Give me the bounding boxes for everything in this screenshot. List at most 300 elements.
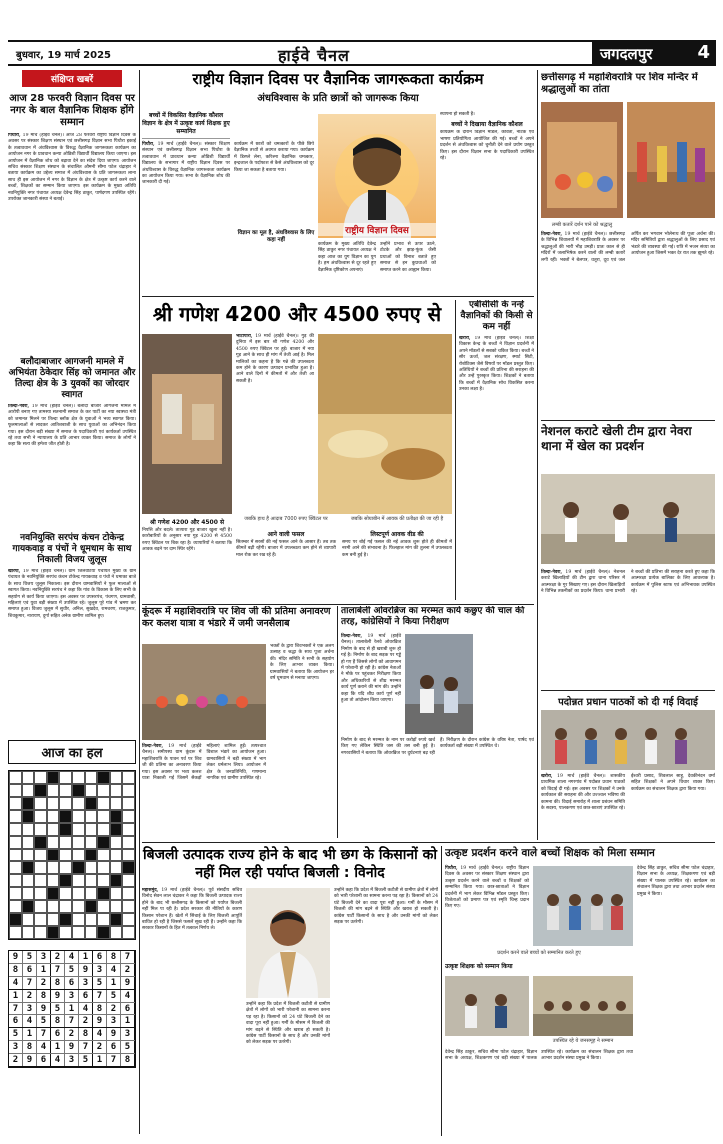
sudoku-cell: 1 (9, 990, 23, 1002)
masthead (8, 40, 716, 66)
crossword-cell (110, 784, 123, 797)
sudoku-cell: 1 (93, 1054, 107, 1066)
crossword-cell (59, 771, 72, 784)
crossword-cell (72, 861, 85, 874)
temple-caption: लम्बी कतारें दर्शन पाने को श्रद्धालु (551, 222, 613, 228)
crossword-cell (59, 823, 72, 836)
sudoku-cell: 8 (93, 1003, 107, 1015)
sudoku-row (9, 977, 135, 990)
sidebar-story-1-title: आज 28 फरवरी विज्ञान दिवस पर नगर के बाल वैज्ञानिक शिक्षक होंगे सम्मान (9, 93, 135, 128)
crossword-cell (47, 771, 60, 784)
sudoku-cell: 1 (23, 1028, 37, 1040)
sidebar-story-1-body: पिथौरा, 19 मार्च (हाईवे चैनल)। आज 28 फरवरी राष्ट्रीय विज्ञान दिवस के अवसर पर संस्कार शिक्षण संस्थान एवं छत्तीसगढ़ विज्ञान सभा पिथौरा इकाई के तत्वावधान में अंधविश्वास के विरुद्ध वैज्ञानिक जागरूकता कार्यक्रम का आयोजन नगर के प्रावधान कन्या ओडिशी विद्यार्थी विद्यालय किया जाएगा। इस आयोजन में वैज्ञानिक शोध को बढ़ावा देने का संदेश दिया जाएगा। आयोजन सचिव संस्कार शिक्षण संस्थान के संचालित औमनी सीमा पटेल चंद्राहार ने बताया कार्यक्रम का उद्देश्य समाज में अंधविश्वास के प्रति जागरूकता लाना साथ ही इस आयोजन में नगर के विज्ञान के क्षेत्र में उत्कृष्ट कार्य करने वाले बच्चों, शिक्षकों का सम्मान किया जाएगा। इस कार्यक्रम के मुख्य अतिथि नवनियुक्ति नगर पंचायत अध्यक्ष देवेन्द्र सिंह ठाकुर, पार्षदगण उपस्थित रहेंगे। उपरोक्त जानकारी संस्था ने बताई। (8, 133, 136, 203)
lead-mid-head: विज्ञान का मूल है, अंधविश्वास के लिए कहा नहीं (237, 230, 315, 243)
group-illustration (541, 710, 715, 770)
lead-col-5-head: बच्चों ने दिखाया वैज्ञानिक कौशल (451, 121, 523, 129)
sudoku-cell: 2 (121, 964, 135, 976)
farewell-body-2: ईश्वरी प्रसाद, शिवलाल साहू, देवकीनंदन वर्मा सहित शिक्षकों ने अपने विचार व्यक्त किए। कार्यक्रम का संचालन शिक्षक द्वारा किया गया। (631, 774, 715, 792)
sudoku-row (9, 1003, 135, 1016)
crossword-cell (22, 926, 35, 939)
sudoku-cell: 1 (107, 977, 121, 989)
crossword-cell (59, 887, 72, 900)
crossword-cell (47, 926, 60, 939)
crossword-cell (9, 797, 22, 810)
crossword-cell (47, 823, 60, 836)
crossword-cell (122, 797, 135, 810)
lead-story (142, 70, 534, 292)
city-name: जगदलपुर (600, 45, 653, 63)
sudoku-cell: 9 (107, 1028, 121, 1040)
karate-title: नेशनल कराटे खेली टीम द्वारा नेवरा थाना में खेल का प्रदर्शन (541, 424, 692, 453)
shiv-body-2: भक्तों के द्वारा शिवभक्तों ने एक अलग उत्साह व श्रद्धा के साथ पूजा अर्चना की। मंदिर समिति ने सभी के सहयोग के लिए आभार व्यक्त किया। ग्रामवासियों ने बताया कि आयोजन हर वर्ष धूमधाम से मनाया जाएगा। (270, 644, 334, 682)
sudoku-cell: 1 (121, 1015, 135, 1027)
lead-col-2: कार्यक्रम में छात्रों को चमत्कारों के पीछे छिपे वैज्ञानिक तथ्यों से अवगत कराया गया। कार्यक्रम में डिस्प्ले लेना, करिश्मा वैज्ञानिक चमत्कार, इन्द्रजाल के पर्दाफाश से कैसे अंधविश्वास को दूर किया जा सकता है बताया गया। (234, 142, 314, 173)
sudoku-grid (8, 950, 136, 1068)
sudoku-cell: 7 (23, 977, 37, 989)
teacher-illustration (445, 976, 529, 1036)
farewell-story (541, 694, 715, 838)
crossword-cell (59, 874, 72, 887)
ganesh-caption-1: जबकि हाथ है आदाब 7000 रुपए क्विंटल पर (244, 516, 328, 522)
sudoku-cell: 9 (79, 964, 93, 976)
teacher-photo (445, 976, 529, 1036)
crossword-cell (34, 926, 47, 939)
sudoku-cell: 2 (79, 1015, 93, 1027)
crossword-cell (9, 913, 22, 926)
crossword-cell (97, 771, 110, 784)
sudoku-cell: 9 (93, 1015, 107, 1027)
crossword-grid (8, 770, 136, 940)
crossword-cell (97, 926, 110, 939)
crossword-cell (85, 823, 98, 836)
overbridge-body-2: निर्माण के बाद से मरम्मत के नाम पर करोड़ों रुपये खर्च किए गए लेकिन स्थिति जस की तस बनी हुई है। नगरवासियों ने बताया कि ओवरब्रिज पर दुर्घटनाएं बढ़ रही हैं। निरीक्षण के दौरान कांग्रेस के वरिष्ठ नेता, पार्षद एवं कार्यकर्ता बड़ी संख्या में उपस्थित थे। (341, 738, 534, 756)
crossword-cell (97, 810, 110, 823)
lead-col-1: पिथौरा, 19 मार्च (हाईवे चैनल)। संस्कार शिक्षण संस्थान एवं छत्तीसगढ़ विज्ञान सभा पिथौरा के तत्वावधान में प्रावधान कन्या ओडिशी विद्यार्थी विद्यालय के सभागार में राष्ट्रीय विज्ञान दिवस पर अंधविश्वास के विरुद्ध वैज्ञानिक जागरूकता कार्यक्रम का आयोजन किया गया। सभा के वैज्ञानिक शोध की जानकारी दी गई। (142, 142, 231, 186)
sudoku-cell: 4 (37, 1041, 51, 1053)
lead-col-3: कार्यक्रम के मुख्य अतिथि देवेन्द्र सिंह ठाकुर नगर पंचायत अध्यक्ष ने कहा आज का युग विज्ञान का युग है। हम अंधविश्वास से दूर रहते हुए वैज्ञानिक दृष्टिकोण अपनाएं। (318, 242, 376, 273)
crossword-cell (97, 849, 110, 862)
crossword-cell (47, 849, 60, 862)
shiv-story (142, 606, 334, 838)
lead-title: राष्ट्रीय विज्ञान दिवस पर वैज्ञानिक जागरूकता कार्यक्रम (192, 70, 484, 88)
sudoku-cell: 8 (79, 1028, 93, 1040)
overbridge-photo (405, 634, 473, 734)
sudoku-cell: 7 (107, 1054, 121, 1066)
farewell-title: पदोन्नत प्रधान पाठकों को दी गई विदाई (558, 697, 698, 708)
crossword-cell (47, 797, 60, 810)
page-number: 4 (697, 42, 710, 63)
crossword-cell (72, 913, 85, 926)
sudoku-cell: 5 (93, 977, 107, 989)
sudoku-cell: 7 (93, 990, 107, 1002)
sudoku-cell: 5 (121, 1041, 135, 1053)
crossword-cell (122, 926, 135, 939)
crossword-cell (122, 784, 135, 797)
crossword-cell (22, 849, 35, 862)
masthead-date: बुधवार, 19 मार्च 2025 (16, 50, 112, 61)
crossword-cell (9, 771, 22, 784)
crossword-cell (22, 861, 35, 874)
sudoku-cell: 1 (79, 951, 93, 963)
overbridge-title: तालाबेली ओवरब्रिज का मरम्मत कार्य कछुए की चाल की तरह, कांग्रेसियों ने किया निरीक्षण (341, 606, 525, 627)
crossword-cell (22, 874, 35, 887)
shiv-body: तिल्दा-नेवरा, 19 मार्च (हाईवे चैनल)। समीपस्थ ग्राम कूंदरू में महाशिवरात्रि के पावन पर्व पर शिव जी की प्रतिमा का अनावरण किया गया। इस अवसर पर भव्य कलश यात्रा निकाली गई जिसमें सैकड़ों महिलाएं शामिल हुईं। तत्पश्चात विशाल भंडारे का आयोजन हुआ। ग्रामवासियों ने बड़ी संख्या में भाग लेकर धर्मलाभ लिया। आयोजन में क्षेत्र के जनप्रतिनिधि, गणमान्य नागरिक एवं ग्रामीण उपस्थित रहे। (142, 744, 266, 782)
sudoku-cell: 8 (121, 1054, 135, 1066)
children-caption-1: प्रदर्शन करने वाले बच्चों को सम्मानित करते हुए (497, 950, 581, 956)
farewell-photo (541, 710, 715, 770)
scientist-portrait (318, 114, 436, 238)
crossword-cell (9, 926, 22, 939)
sudoku-cell: 3 (79, 977, 93, 989)
sudoku-cell: 5 (23, 951, 37, 963)
sudoku-cell: 9 (23, 1054, 37, 1066)
sudoku-cell: 5 (65, 964, 79, 976)
sudoku-cell: 4 (121, 990, 135, 1002)
crossword-cell (72, 887, 85, 900)
crossword-cell (122, 771, 135, 784)
crossword-cell (34, 823, 47, 836)
karate-story (541, 424, 715, 686)
crossword-cell (9, 823, 22, 836)
sudoku-cell: 4 (93, 1028, 107, 1040)
crossword-cell (9, 887, 22, 900)
crossword-cell (22, 913, 35, 926)
sudoku-row (9, 1015, 135, 1028)
crossword-cell (59, 797, 72, 810)
crossword-cell (34, 836, 47, 849)
crossword-cell (22, 784, 35, 797)
temple-story (541, 72, 715, 416)
sudoku-cell: 3 (107, 1015, 121, 1027)
farewell-body: खरोरा, 19 मार्च (हाईवे चैनल)। शासकीय प्राथमिक शाला नगरगांव में पदोन्नत प्रधान पाठकों को विदाई दी गई। इस अवसर पर शिक्षकों ने उनके कार्यकाल की सराहना की और उज्ज्वल भविष्य की कामना की। विदाई समारोह में शाला प्रबंधन समिति के सदस्य, पालकगण एवं छात्र-छात्राएं उपस्थित रहे। (541, 774, 625, 812)
puzzle-title: आज का हल (8, 740, 136, 764)
sudoku-cell: 8 (107, 951, 121, 963)
ganesh-sub-3: लिस्टपूर्ण आवक वीड की (370, 531, 424, 538)
children-body-2: देवेन्द्र सिंह ठाकुर, सचिव सीमा पटेल चंद्राहार, विज्ञान सभा के अध्यक्ष, शिक्षकगण एवं बड़ी संख्या में पालक उपस्थित रहे। कार्यक्रम का संचालन शिक्षक द्वारा तथा आभार प्रदर्शन संस्था प्रमुख ने किया। (445, 1050, 633, 1062)
crossword-cell (34, 784, 47, 797)
sudoku-cell: 4 (23, 1015, 37, 1027)
children-body: पिथौरा, 19 मार्च (हाईवे चैनल)। राष्ट्रीय विज्ञान दिवस के अवसर पर संस्कार शिक्षण संस्थान द्वारा उत्कृष्ट प्रदर्शन करने वाले बच्चों व शिक्षकों को सम्मानित किया गया। छात्र-छात्राओं ने विज्ञान प्रदर्शनी में भाग लेकर विभिन्न मॉडल प्रस्तुत किए। विजेताओं को प्रमाण पत्र एवं स्मृति चिन्ह प्रदान किए गए। (445, 866, 529, 910)
power-body-3: उन्होंने कहा कि प्रदेश में बिजली कटौती से ग्रामीण क्षेत्रों में लोगों को भारी परेशानी का सामना करना पड़ रहा है। किसानों को 24 घंटे बिजली देने का वादा पूरा नहीं हुआ। गर्मी के मौसम में बिजली की मांग बढ़ने से स्थिति और खराब हो सकती है। कांग्रेस पार्टी किसानों के साथ है और उनकी मांगों को लेकर सड़क पर उतरेगी। (246, 1002, 330, 1046)
crossword-cell (9, 900, 22, 913)
crossword-cell (34, 797, 47, 810)
sudoku-cell: 5 (51, 1003, 65, 1015)
sidebar-story-2-title: बलौदाबाजार आगजनी मामले में अभियंता ठेकेदार सिंह को जमानत और तिल्दा क्षेत्र के 3 युवकों का जोरदार स्वागत (8, 357, 136, 400)
crossword-cell (72, 771, 85, 784)
crossword-cell (9, 810, 22, 823)
grain-illustration (318, 334, 452, 514)
sudoku-cell: 5 (107, 990, 121, 1002)
ganesh-sub-2: आने वाली फसल (267, 531, 305, 538)
crossword-cell (34, 771, 47, 784)
market-illustration (142, 334, 232, 514)
inspection-illustration (405, 634, 473, 734)
sudoku-cell: 3 (23, 1003, 37, 1015)
sudoku-cell: 1 (65, 1003, 79, 1015)
sudoku-cell: 3 (37, 951, 51, 963)
sudoku-cell: 4 (65, 951, 79, 963)
sudoku-cell: 5 (79, 1054, 93, 1066)
sudoku-cell: 6 (9, 1015, 23, 1027)
sudoku-cell: 6 (107, 1041, 121, 1053)
crossword-cell (85, 784, 98, 797)
crossword-cell (47, 887, 60, 900)
sudoku-cell: 3 (65, 990, 79, 1002)
ganesh-sub-1: श्री गणेश 4200 और 4500 से (149, 519, 225, 526)
crossword-cell (97, 900, 110, 913)
temple-illustration (541, 102, 623, 218)
sudoku-cell: 8 (9, 964, 23, 976)
crossword-cell (122, 849, 135, 862)
children-head-2: उत्कृष्ट शिक्षक को सम्मान किया (445, 963, 513, 970)
crossword-cell (85, 861, 98, 874)
puzzle-section (8, 740, 136, 1068)
crossword-cell (34, 913, 47, 926)
sudoku-cell: 2 (65, 1028, 79, 1040)
crossword-cell (85, 887, 98, 900)
crossword-cell (34, 810, 47, 823)
sudoku-cell: 9 (121, 977, 135, 989)
crossword-cell (34, 861, 47, 874)
ganesh-col-2: निपत्ति और बदले। तात्पारा गुड़ बाजार खुला नहीं है। कारोबारियों के अनुसार नया गुड़ 4200 से 4500 रुपए क्विंटल पर बिक रहा है। व्यापारियों ने बताया कि आवक बढ़ने पर दाम स्थिर रहेंगे। (142, 528, 232, 553)
sudoku-cell: 5 (37, 1015, 51, 1027)
sudoku-cell: 2 (9, 1054, 23, 1066)
lead-col-4: उन्होंने प्रभाव से ऊपर उठने, टोटके और झाड़-फूंक जैसी प्रथाओं को विनाश बताते हुए समाज से इन कुप्रथाओं को समाप्त करने का आह्वान किया। (380, 242, 436, 273)
overbridge-body: तिल्दा-नेवरा, 19 मार्च (हाईवे चैनल)। तालाबेली रेलवे ओवरब्रिज निर्माण के बाद से ही खराबी शुरू हो गई है। निर्माण के बाद सड़क पर गड्ढे हो गए हैं जिससे लोगों को आवागमन में परेशानी हो रही है। कांग्रेस नेताओं ने मौके पर पहुंचकर निरीक्षण किया और अधिकारियों से शीघ्र मरम्मत कार्य पूर्ण कराने की मांग की। उन्होंने कहा कि यदि शीघ्र कार्य पूर्ण नहीं हुआ तो आंदोलन किया जाएगा। (341, 634, 401, 704)
crossword-cell (110, 913, 123, 926)
sudoku-cell: 2 (37, 977, 51, 989)
crossword-cell (72, 926, 85, 939)
power-body-2: उन्होंने कहा कि प्रदेश में बिजली कटौती से ग्रामीण क्षेत्रों में लोगों को भारी परेशानी का सामना करना पड़ रहा है। किसानों को 24 घंटे बिजली देने का वादा पूरा नहीं हुआ। गर्मी के मौसम में बिजली की मांग बढ़ने से स्थिति और खराब हो सकती है। कांग्रेस पार्टी किसानों के साथ है और उनकी मांगों को लेकर सड़क पर उतरेगी। (334, 888, 438, 926)
lead-subtitle: अंधविश्वास के प्रति छात्रों को जागरूक किया (257, 93, 419, 104)
crossword-cell (59, 836, 72, 849)
crossword-cell (72, 849, 85, 862)
power-story (142, 846, 438, 1136)
crossword-cell (59, 784, 72, 797)
ganesh-col-4: समय पर बोई गई फसल की नई आवक शुरू होते ही कीमतों में नरमी आने की संभावना है। फिलहाल मांग की तुलना में उपलब्धता कम बनी हुई है। (342, 540, 452, 558)
crossword-cell (97, 836, 110, 849)
crossword-cell (110, 900, 123, 913)
temple-body: तिल्दा-नेवरा, 19 मार्च (हाईवे चैनल)। छत्तीसगढ़ के विभिन्न शिवालयों में महाशिवरात्रि के अवसर पर श्रद्धालुओं की भारी भीड़ उमड़ी। प्रातः काल से ही मंदिरों में जलाभिषेक करने वालों की लम्बी कतारें लगी रहीं। भक्तों ने बेलपत्र, धतूरा, दूध एवं जल अर्पित कर भगवान भोलेनाथ की पूजा अर्चना की। मंदिर समितियों द्वारा श्रद्धालुओं के लिए प्रसाद एवं भंडारे की व्यवस्था की गई। रात्रि में भजन संध्या का आयोजन हुआ जिसमें भक्त देर रात तक झूमते रहे। (541, 232, 715, 263)
crossword-cell (110, 823, 123, 836)
crossword-cell (110, 861, 123, 874)
shiv-photo (142, 644, 266, 740)
sidebar-story-3-title: नवनियुक्ति सरपंच कंचन टोकेन्द्र गायकवाड़ व पंचों ने धूमधाम के साथ निकाली विजय जुलूस (12, 533, 132, 565)
crossword-cell (34, 900, 47, 913)
crossword-cell (122, 913, 135, 926)
crossword-cell (72, 797, 85, 810)
sudoku-row (9, 1054, 135, 1067)
crossword-cell (9, 861, 22, 874)
sudoku-row (9, 1041, 135, 1054)
grain-photo (318, 334, 452, 514)
crossword-cell (22, 823, 35, 836)
sudoku-cell: 7 (65, 1015, 79, 1027)
sudoku-cell: 6 (65, 977, 79, 989)
karate-body: तिल्दा-नेवरा, 19 मार्च (हाईवे चैनल)। नेशनल कराटे खिलाड़ियों की टीम द्वारा थाना परिसर में आत्मरक्षा के गुर सिखाए गए। इस दौरान खिलाड़ियों ने विभिन्न तकनीकों का प्रदर्शन किया। थाना प्रभारी ने बच्चों की प्रतिभा की सराहना करते हुए कहा कि आत्मरक्षा प्रत्येक बालिका के लिए आवश्यक है। कार्यक्रम में पुलिस स्टाफ एवं अभिभावक उपस्थित रहे। (541, 570, 715, 595)
market-photo (142, 334, 232, 514)
crossword-cell (110, 771, 123, 784)
crossword-cell (97, 874, 110, 887)
sidebar-header: संक्षिप्त खबरें (22, 70, 122, 87)
crossword-cell (122, 823, 135, 836)
sudoku-cell: 4 (51, 1054, 65, 1066)
crossword-cell (47, 900, 60, 913)
sudoku-cell: 8 (51, 1015, 65, 1027)
karate-illustration (541, 474, 715, 564)
crossword-cell (110, 836, 123, 849)
children-photo (533, 866, 633, 946)
lead-side-head: बच्चों में विकसित वैज्ञानिक कौशल विज्ञान के क्षेत्र में उत्कृष्ट कार्य शिक्षक हुए सम्मानित (142, 112, 230, 139)
sudoku-cell: 6 (23, 964, 37, 976)
sudoku-cell: 8 (51, 977, 65, 989)
children-body-side: देवेन्द्र सिंह ठाकुर, सचिव सीमा पटेल चंद्राहार, विज्ञान सभा के अध्यक्ष, शिक्षकगण एवं बड़ी संख्या में पालक उपस्थित रहे। कार्यक्रम का संचालन शिक्षक द्वारा तथा आभार प्रदर्शन संस्था प्रमुख ने किया। (637, 866, 715, 897)
temple-queue-photo (627, 102, 715, 218)
crossword-cell (47, 861, 60, 874)
crossword-cell (22, 887, 35, 900)
crossword-cell (47, 784, 60, 797)
sudoku-cell: 3 (121, 1028, 135, 1040)
sudoku-cell: 5 (9, 1028, 23, 1040)
sudoku-row (9, 990, 135, 1003)
crossword-cell (72, 874, 85, 887)
masthead-city (592, 42, 716, 64)
crossword-cell (9, 836, 22, 849)
crossword-cell (72, 823, 85, 836)
crossword-cell (59, 810, 72, 823)
children-caption-2: उपस्थित रहे ये जनसमूह ने सम्मान (552, 1038, 614, 1044)
ganesh-col-1: भाटापारा, 19 मार्च (हाईवे चैनल)। गुड़ की दुनिया में इस बार श्री गणेश 4200 और 4500 रुपए क्विंटल पर हुई। बाजार में नया गुड़ आने के साथ ही मांग में तेजी आई है। मिल मालिकों का कहना है कि गन्ने की उपलब्धता कम होने के कारण उत्पादन प्रभावित हुआ है। आने वाले दिनों में कीमतों में और तेजी आ सकती है। (236, 334, 314, 384)
crossword-cell (97, 887, 110, 900)
sidebar (8, 70, 136, 1134)
temple-title: छत्तीसगढ़ में महाशिवरात्रि पर शिव मन्दिर में श्रद्धालुओं का तांता (541, 72, 698, 95)
crossword-cell (122, 861, 135, 874)
crossword-cell (110, 887, 123, 900)
sudoku-cell: 4 (79, 1003, 93, 1015)
sudoku-cell: 1 (51, 1041, 65, 1053)
crossword-cell (22, 771, 35, 784)
scientist-title: एबीसीसी के नन्हे वैज्ञानिकों की किसी से कम नहीं (460, 300, 533, 332)
sudoku-cell: 2 (93, 1041, 107, 1053)
crossword-cell (85, 913, 98, 926)
sudoku-cell: 2 (51, 951, 65, 963)
sudoku-cell: 7 (51, 964, 65, 976)
crossword-cell (22, 836, 35, 849)
temple-photo (541, 102, 623, 218)
sudoku-cell: 2 (107, 1003, 121, 1015)
sudoku-cell: 6 (51, 1028, 65, 1040)
crossword-cell (122, 900, 135, 913)
crossword-cell (85, 836, 98, 849)
sudoku-cell: 9 (9, 951, 23, 963)
sudoku-row (9, 1028, 135, 1041)
audience-photo (533, 976, 633, 1036)
sudoku-cell: 3 (65, 1054, 79, 1066)
sudoku-cell: 3 (93, 964, 107, 976)
sudoku-cell: 4 (107, 964, 121, 976)
crossword-cell (85, 810, 98, 823)
karate-photo (541, 474, 715, 564)
crossword-cell (110, 810, 123, 823)
power-body: महासमुंद, 19 मार्च (हाईवे चैनल)। पूर्व संसदीय सचिव विनोद सेवन लाल चंद्राकर ने कहा कि बिजली उत्पादक राज्य होने के बाद भी छत्तीसगढ़ के किसानों को पर्याप्त बिजली नहीं मिल पा रही है। प्रदेश सरकार की नीतियों के कारण किसान परेशान हैं। खेतों में सिंचाई के लिए बिजली आपूर्ति बाधित हो रही है जिससे फसलें सूख रही हैं। उन्होंने कहा कि सरकार किसानों के हित में तत्काल निर्णय ले। (142, 888, 242, 932)
crossword-cell (9, 784, 22, 797)
crossword-cell (122, 887, 135, 900)
crossword-cell (85, 874, 98, 887)
sudoku-cell: 3 (9, 1041, 23, 1053)
sudoku-cell: 7 (37, 1028, 51, 1040)
sudoku-cell: 6 (79, 990, 93, 1002)
crossword-cell (85, 797, 98, 810)
sudoku-cell: 1 (37, 964, 51, 976)
crossword-cell (34, 887, 47, 900)
sudoku-cell: 8 (23, 1041, 37, 1053)
crossword-cell (122, 874, 135, 887)
crossword-cell (9, 849, 22, 862)
sudoku-cell: 6 (93, 951, 107, 963)
masthead-section: हाईवे चैनल (278, 46, 350, 65)
lead-col-5: स्थापना हो सकती है। बच्चों ने दिखाया वैज्ञानिक कौशल कार्यक्रम के दौरान विज्ञान मॉडल, कविता, नाटक एवं भाषण प्रतियोगिता आयोजित की गई। बच्चों ने अपने प्रदर्शन से अंधविश्वास को चुनौती देने वाले प्रयोग प्रस्तुत किए। इस दौरान विज्ञान सभा के पदाधिकारी उपस्थित रहे। (440, 112, 534, 162)
crossword-cell (47, 810, 60, 823)
crossword-cell (97, 861, 110, 874)
crossword-cell (47, 874, 60, 887)
crossword-cell (85, 926, 98, 939)
sudoku-cell: 7 (9, 1003, 23, 1015)
procession-illustration (142, 644, 266, 740)
crossword-cell (85, 771, 98, 784)
queue-illustration (627, 102, 715, 218)
power-title: बिजली उत्पादक राज्य होने के बाद भी छग के किसानों को नहीं मिल रही पर्याप्त बिजली : विनोद (143, 847, 437, 881)
crossword-cell (97, 823, 110, 836)
crossword-cell (110, 874, 123, 887)
children-title: उत्कृष्ट प्रदर्शन करने वाले बच्चों शिक्षक को मिला सम्मान (445, 847, 655, 859)
crossword-cell (72, 784, 85, 797)
ganesh-col-3: सितम्बर में सरसों की नई फसल आने के आसार हैं। तब तक कीमतें बढ़ी रहेंगी। बाजार में उपलब्धता कम होने से व्यापारी माल रोक कर रख रहे हैं। (236, 540, 336, 558)
sidebar-story-3-body: खोरपा, 19 मार्च (हाईवे चैनल)। ग्राम जिलवटिया पंचायत मुख्य के ग्राम पंचायत के नवनियुक्ति सरपंच कंचन टोकेन्द्र गायकवाड़ व पंचो ने धमाका बाजे के साथ विजय जुलूस निकाला। इस दौरान ग्रामवासियों ने फूल मालाओं से स्वागत किया। नवनियुक्ति सरपंच ने कहा कि गांव के विकास के लिए सभी के सहयोग से कार्य किया जाएगा। इस अवसर पर उपसरपंच, पंचगण, ग्रामवासी, महिलाएं एवं युवा बड़ी संख्या में उपस्थित रहे। जुलूस पूरे गांव में भ्रमण कर समाप्त हुआ। विजय जुलूस में सुधीर, अनिल, सुखदेव, रामचरण, राजकुमार, शिवकुमार, नारायण, दुर्गा सहित अनेक ग्रामीण शामिल हुए। (8, 569, 136, 619)
crossword-cell (22, 797, 35, 810)
sudoku-cell: 9 (37, 1003, 51, 1015)
scientist-story (459, 300, 534, 600)
crossword-cell (59, 900, 72, 913)
overbridge-story (341, 606, 534, 838)
crossword-cell (72, 810, 85, 823)
crossword-cell (97, 913, 110, 926)
sudoku-cell: 4 (9, 977, 23, 989)
portrait-illustration (318, 114, 436, 238)
sudoku-row (9, 964, 135, 977)
ganesh-story (142, 300, 452, 602)
sudoku-cell: 6 (37, 1054, 51, 1066)
crossword-cell (85, 900, 98, 913)
crossword-cell (59, 913, 72, 926)
sudoku-cell: 9 (65, 1041, 79, 1053)
science-day-banner: राष्ट्रीय विज्ञान दिवस (318, 223, 436, 236)
vinod-portrait (246, 888, 330, 998)
crossword-cell (9, 874, 22, 887)
audience-illustration (533, 976, 633, 1036)
crossword-cell (110, 926, 123, 939)
crossword-cell (34, 874, 47, 887)
crossword-cell (59, 926, 72, 939)
sudoku-row (9, 951, 135, 964)
sudoku-cell: 9 (51, 990, 65, 1002)
scientist-body: खरोरा, 19 मार्च (हाईवे चैनल)। शिक्षा विकास केन्द्र के बच्चों ने विज्ञान प्रदर्शनी में अपने मॉडलों से सबको चकित किया। बच्चों ने सौर ऊर्जा, जल संरक्षण, स्मार्ट सिटी, रोबोटिक्स जैसे विषयों पर मॉडल प्रस्तुत किए। अतिथियों ने बच्चों की प्रतिभा की सराहना की और उन्हें पुरस्कृत किया। शिक्षकों ने बताया कि बच्चों में वैज्ञानिक सोच विकसित करना उनका लक्ष्य है। (459, 336, 534, 393)
crossword-cell (110, 849, 123, 862)
crossword-cell (34, 849, 47, 862)
children-story (445, 846, 715, 1136)
crossword-cell (122, 810, 135, 823)
children-illustration (533, 866, 633, 946)
shiv-title: कूंदरू में महाशिवरात्रि पर शिव जी की प्रतिमा अनावरण कर कलश यात्रा व भंडारे में जमी जनसैलाब (142, 606, 331, 629)
